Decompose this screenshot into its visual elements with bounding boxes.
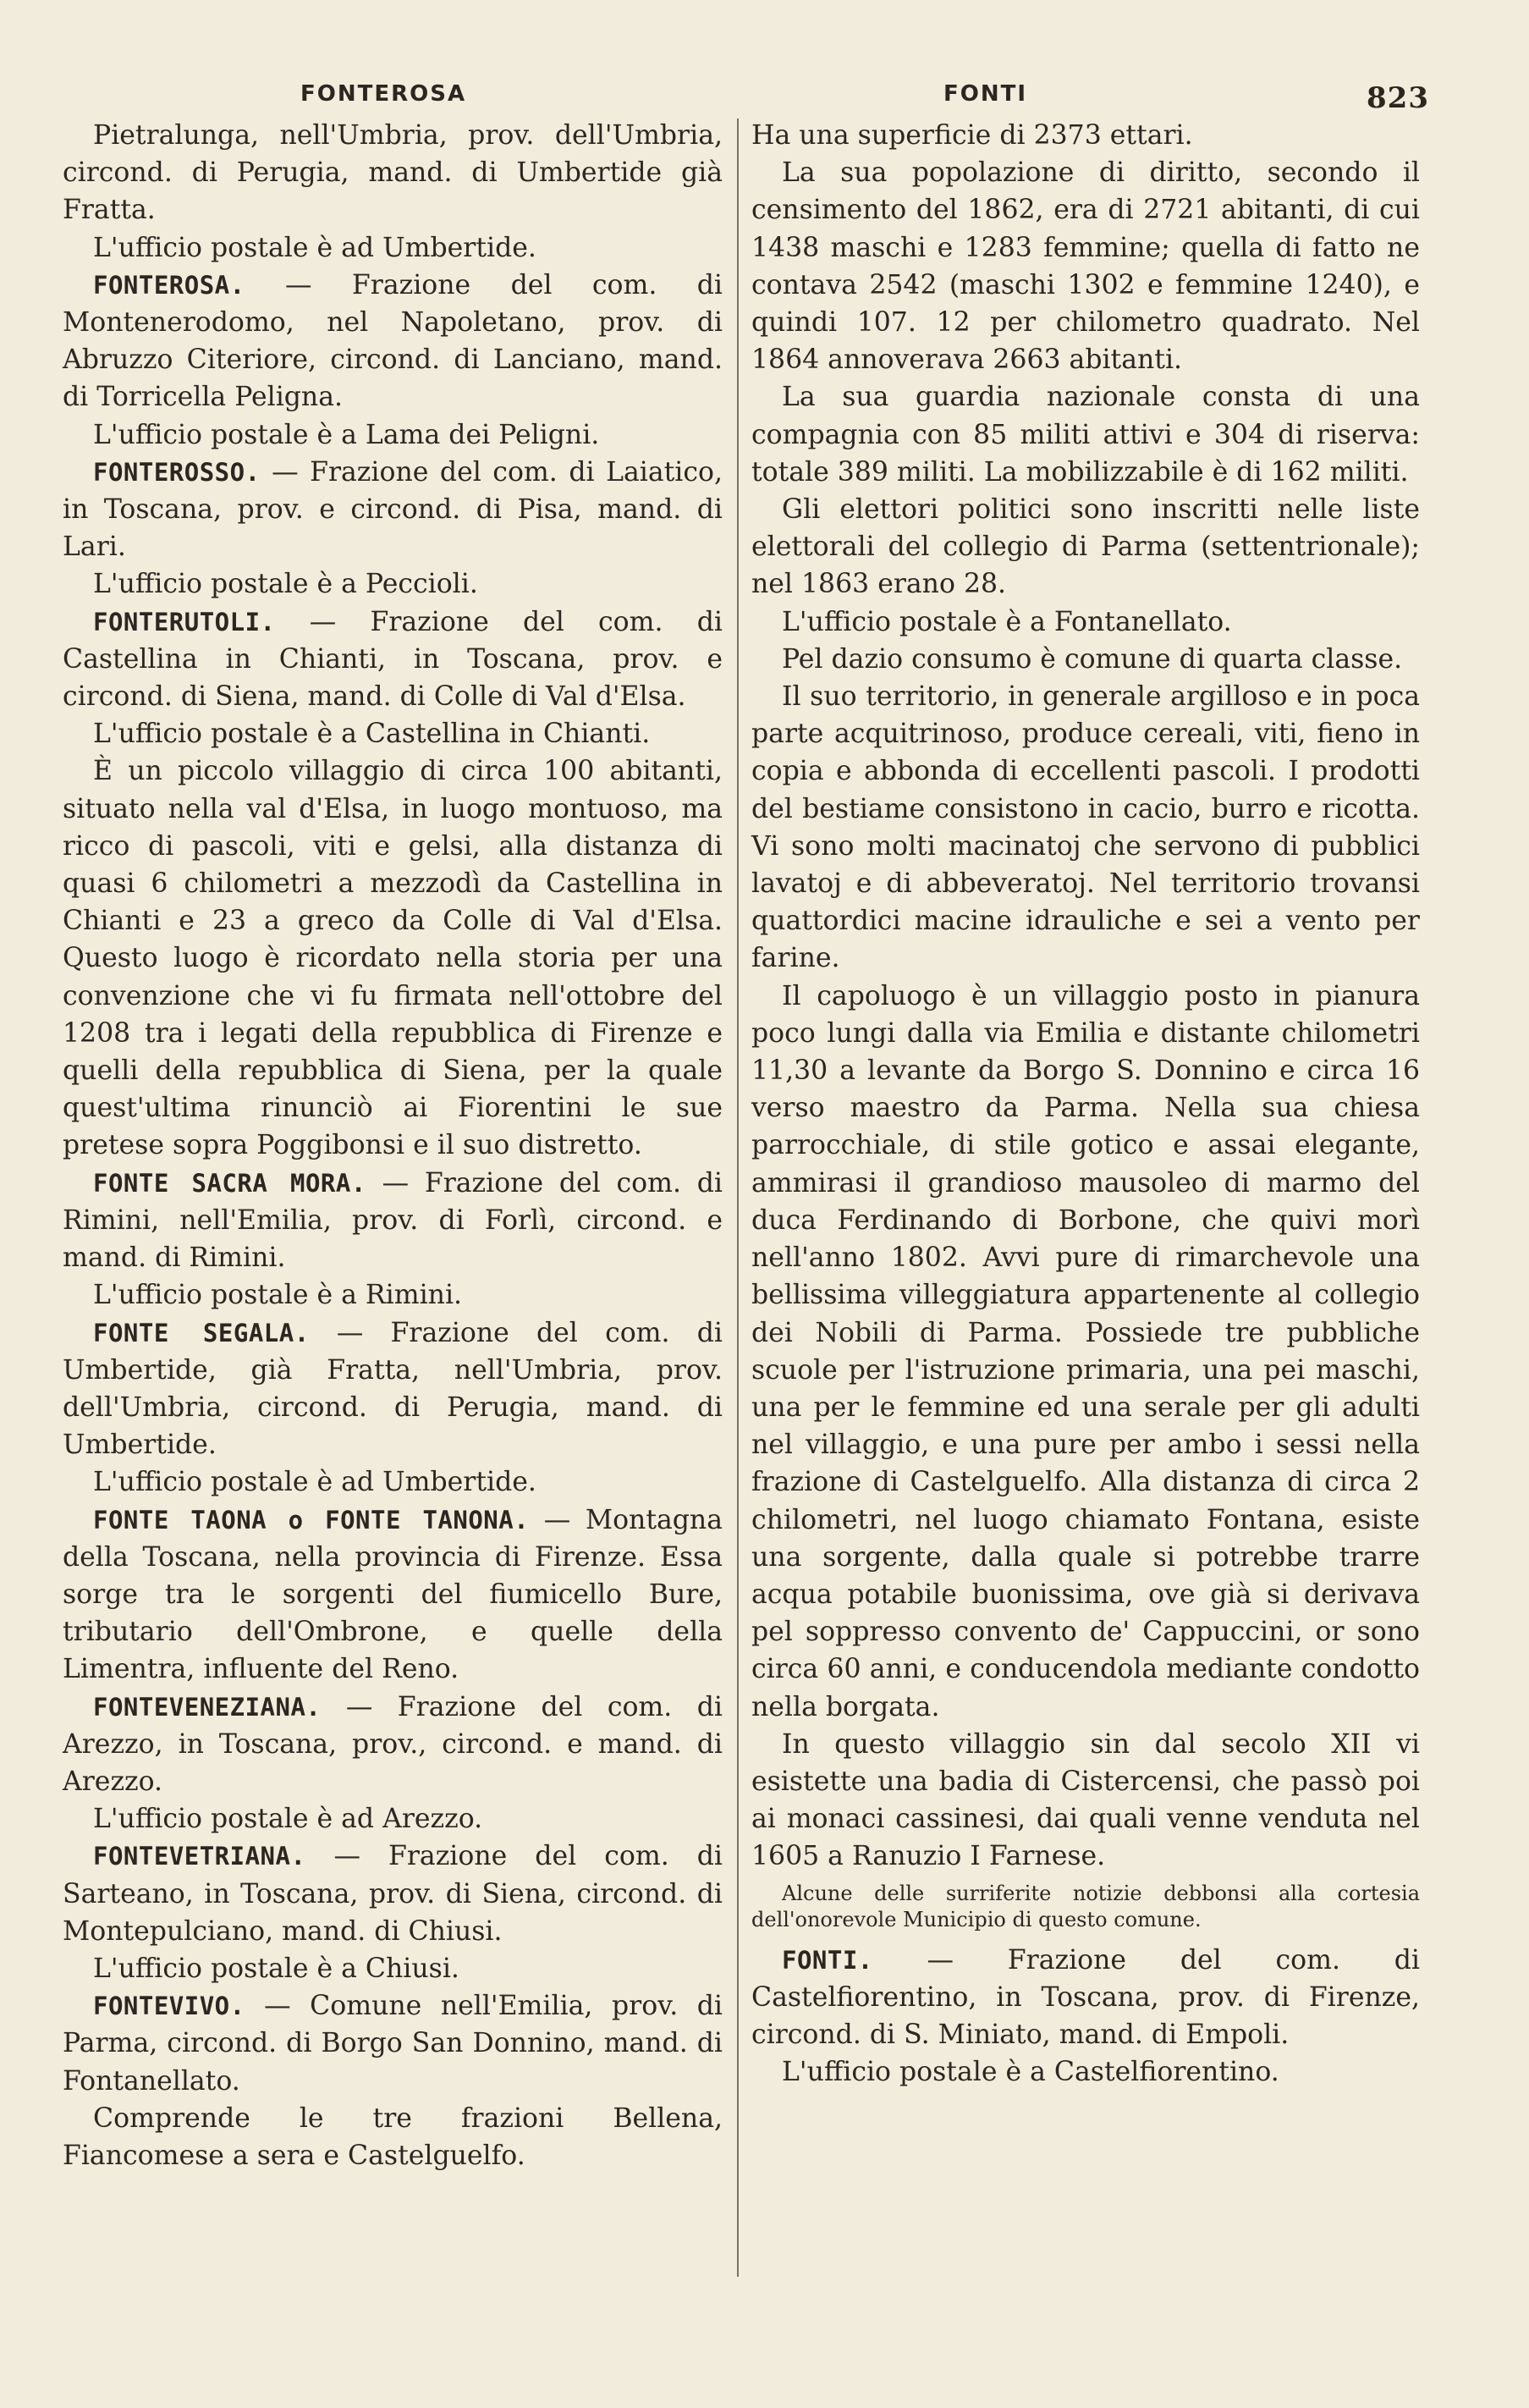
entry-headword: FONTI.: [782, 1945, 873, 1975]
page-number: 823: [1367, 81, 1429, 115]
left-column: [63, 117, 723, 2174]
paragraph: [63, 1463, 723, 1501]
paragraph: [63, 752, 723, 1164]
entry-headword: FONTEVETRIANA.: [93, 1842, 306, 1871]
dictionary-entry: [751, 1942, 1420, 2054]
entry-text: — Frazione del com. di Rimini, nell'Emilia, prov. di Forlì, circond. e mand. di Rimini.: [63, 1167, 723, 1274]
entry-text: Il suo territorio, in generale argilloso e in poca parte acquitrinoso, produce cereali, viti, fieno in copia e abbonda di eccellenti pascoli. I prodotti del bestiame consistono in cacio, burro e ricotta. Vi sono molti macinatoj che servono di pubblici lavatoj e di abbeveratoj. Nel territorio trovansi quattordici macine idrauliche e sei a vento per farine.: [751, 681, 1420, 974]
paragraph: [63, 565, 723, 603]
entry-headword: FONTEVENEZIANA.: [93, 1692, 322, 1722]
entry-text: — Frazione del com. di Montenerodomo, nel Napoletano, prov. di Abruzzo Citeriore, circond. di Lanciano, mand. di Torricella Peligna.: [63, 269, 723, 413]
running-head-right: FONTI: [943, 81, 1028, 107]
entry-headword: FONTE SEGALA.: [93, 1318, 310, 1347]
entry-text: — Frazione del com. di Laiatico, in Toscana, prov. e circond. di Pisa, mand. di Lari.: [63, 456, 723, 563]
paragraph: [63, 2100, 723, 2174]
entry-text: L'ufficio postale è a Lama dei Peligni.: [93, 419, 600, 450]
dictionary-entry: [63, 267, 723, 416]
paragraph: [751, 117, 1420, 154]
paragraph: [751, 678, 1420, 978]
entry-text: — Montagna della Toscana, nella provincia di Firenze. Essa sorge tra le sorgenti del fiumicello Bure, tributario dell'Ombrone, e quelle della Limentra, influente del Reno.: [63, 1504, 723, 1685]
entry-text: L'ufficio postale è a Castellina in Chianti.: [93, 719, 651, 750]
dictionary-entry: [63, 1165, 723, 1277]
paragraph: [751, 378, 1420, 491]
entry-headword: FONTERUTOLI.: [93, 607, 276, 636]
dictionary-entry: [63, 454, 723, 566]
entry-text: Pietralunga, nell'Umbria, prov. dell'Umbria, circond. di Perugia, mand. di Umbertide già Fratta.: [63, 120, 723, 226]
paragraph: [751, 978, 1420, 1726]
entry-headword: FONTEVIVO.: [93, 1992, 245, 2021]
entry-headword: FONTE TAONA o FONTE TANONA.: [93, 1505, 530, 1535]
entry-text: — Frazione del com. di Arezzo, in Toscana, prov., circond. e mand. di Arezzo.: [63, 1691, 723, 1797]
right-column: [751, 117, 1420, 2091]
entry-headword: FONTE SACRA MORA.: [93, 1168, 366, 1198]
entry-text: Pel dazio consumo è comune di quarta classe.: [782, 643, 1403, 675]
entry-headword: FONTEROSA.: [93, 270, 245, 300]
entry-text: L'ufficio postale è ad Umbertide.: [93, 1467, 536, 1498]
paragraph: [63, 1950, 723, 1987]
entry-text: Il capoluogo è un villaggio posto in pianura poco lungi dalla via Emilia e distante chilometri 11,30 a levante da Borgo S. Donnino e circa 16 verso maestro da Parma. Nella sua chiesa parrocchiale, di stile gotico e assai elegante, ammirasi il grandioso mausoleo di marmo del duca Ferdinando di Borbone, che quivi morì nell'anno 1802. Avvi pure di rimarchevole una bellissima villeggiatura appartenente al collegio dei Nobili di Parma. Possiede tre pubbliche scuole per l'istruzione primaria, una pei maschi, una per le femmine ed una serale per gli adulti nel villaggio, e una pure per ambo i sessi nella frazione di Castelguelfo. Alla distanza di circa 2 chilometri, nel luogo chiamato Fontana, esiste una sorgente, dalla quale si potrebbe trarre acqua potabile buonissima, ove già si derivava pel soppresso convento de' Cappuccini, or sono circa 60 anni, e conducendola mediante condotto nella borgata.: [751, 980, 1420, 1722]
entry-headword: FONTEROSSO.: [93, 457, 261, 487]
entry-text: — Comune nell'Emilia, prov. di Parma, circond. di Borgo San Donnino, mand. di Fontanellato.: [63, 1991, 723, 2097]
entry-text: È un piccolo villaggio di circa 100 abitanti, situato nella val d'Elsa, in luogo montuoso, ma ricco di pascoli, viti e gelsi, alla distanza di quasi 6 chilometri a mezzodì da Castellina in Chianti e 23 a greco da Colle di Val d'Elsa. Questo luogo è ricordato nella storia per una convenzione che vi fu firmata nell'ottobre del 1208 tra i legati della repubblica di Firenze e quelli della repubblica di Siena, per la quale quest'ultima rinunciò ai Fiorentini le sue pretese sopra Poggibonsi e il suo distretto.: [63, 756, 723, 1161]
paragraph: [751, 641, 1420, 678]
dictionary-entry: [63, 1987, 723, 2100]
footnote-text: Alcune delle surriferite notizie debbonsi alla cortesia dell'onorevole Municipio di questo comune.: [751, 1881, 1420, 1931]
entry-text: — Frazione del com. di Castelfiorentino, in Toscana, prov. di Firenze, circond. di S. Miniato, mand. di Empoli.: [751, 1944, 1420, 2050]
entry-text: L'ufficio postale è a Peccioli.: [93, 569, 478, 600]
entry-text: L'ufficio postale è a Chiusi.: [93, 1953, 459, 1984]
dictionary-entry: [63, 603, 723, 716]
paragraph: [63, 416, 723, 454]
paragraph: [63, 1276, 723, 1314]
entry-text: L'ufficio postale è a Rimini.: [93, 1280, 463, 1311]
column-divider: [737, 118, 739, 2277]
dictionary-entry: [63, 1502, 723, 1689]
paragraph: [63, 229, 723, 267]
entry-text: In questo villaggio sin dal secolo XII vi esistette una badia di Cistercensi, che passò poi ai monaci cassinesi, dai quali venne venduta nel 1605 a Ranuzio I Farnese.: [751, 1728, 1420, 1872]
entry-text: L'ufficio postale è a Castelfiorentino.: [782, 2057, 1279, 2088]
entry-text: — Frazione del com. di Umbertide, già Fratta, nell'Umbria, prov. dell'Umbria, circond. di Perugia, mand. di Umbertide.: [63, 1317, 723, 1461]
entry-text: L'ufficio postale è ad Umbertide.: [93, 232, 536, 263]
dictionary-entry: [63, 1838, 723, 1950]
entry-text: La sua popolazione di diritto, secondo il censimento del 1862, era di 2721 abitanti, di cui 1438 maschi e 1283 femmine; quella di fatto ne contava 2542 (maschi 1302 e femmine 1240), e quindi 107. 12 per chilometro quadrato. Nel 1864 annoverava 2663 abitanti.: [751, 157, 1420, 376]
footnote: [751, 1881, 1420, 1933]
paragraph: [63, 117, 723, 229]
paragraph: [751, 491, 1420, 603]
running-head-left: FONTEROSA: [300, 81, 467, 107]
paragraph: [751, 603, 1420, 641]
entry-text: L'ufficio postale è ad Arezzo.: [93, 1804, 483, 1835]
entry-text: Gli elettori politici sono inscritti nelle liste elettorali del collegio di Parma (settentrionale); nel 1863 erano 28.: [751, 494, 1420, 600]
dictionary-entry: [63, 1314, 723, 1464]
entry-text: Ha una superficie di 2373 ettari.: [751, 120, 1193, 151]
entry-text: La sua guardia nazionale consta di una compagnia con 85 militi attivi e 304 di riserva: totale 389 militi. La mobilizzabile è di 162 militi.: [751, 382, 1420, 488]
paragraph: [751, 1726, 1420, 1876]
paragraph: [751, 154, 1420, 378]
dictionary-entry: [63, 1689, 723, 1801]
paragraph: [63, 1800, 723, 1838]
entry-text: — Frazione del com. di Castellina in Chianti, in Toscana, prov. e circond. di Siena, mand. di Colle di Val d'Elsa.: [63, 606, 723, 713]
paragraph: [751, 2053, 1420, 2091]
paragraph: [63, 715, 723, 752]
entry-text: Comprende le tre frazioni Bellena, Fiancomese a sera e Castelguelfo.: [63, 2102, 723, 2171]
entry-text: — Frazione del com. di Sarteano, in Toscana, prov. di Siena, circond. di Montepulciano, mand. di Chiusi.: [63, 1841, 723, 1947]
entry-text: L'ufficio postale è a Fontanellato.: [782, 606, 1232, 637]
